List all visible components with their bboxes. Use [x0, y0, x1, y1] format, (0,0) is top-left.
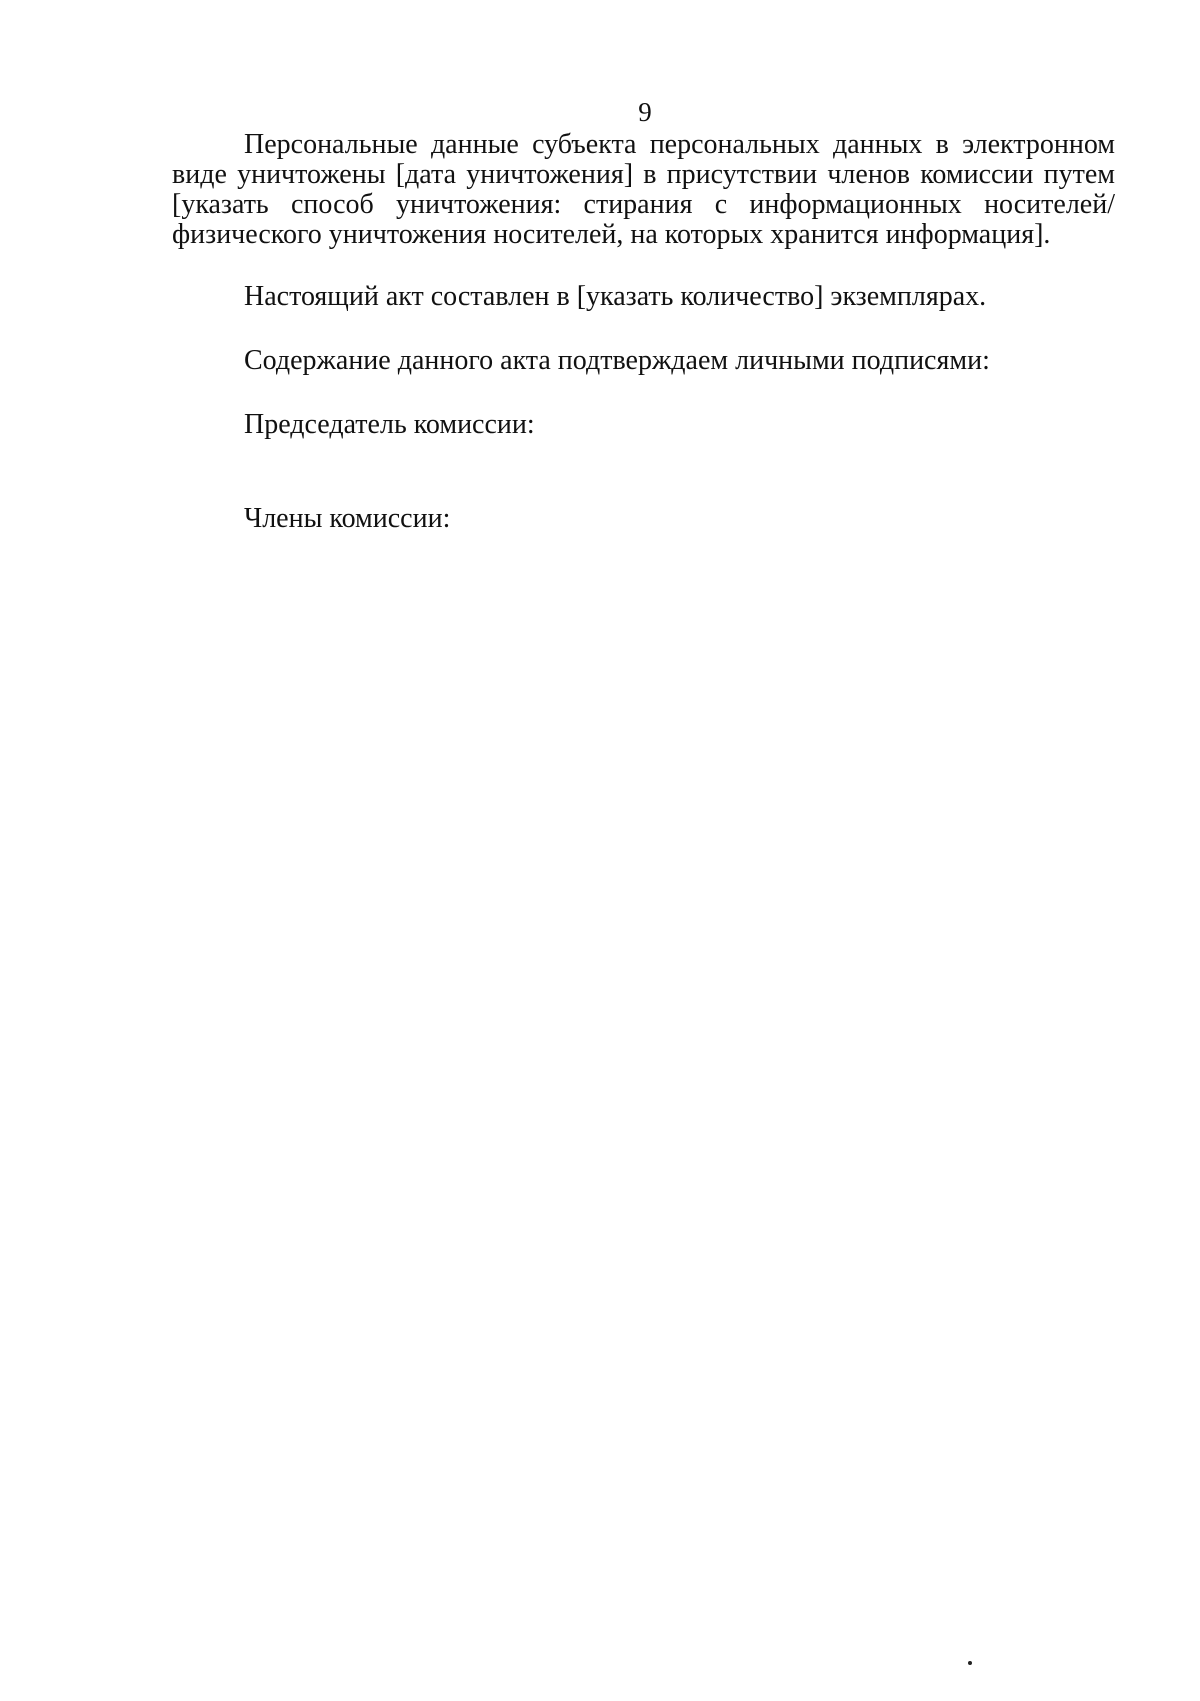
- document-body: [172, 130, 1115, 534]
- confirmation-paragraph: Содержание данного акта подтверждаем личными подписями:: [244, 345, 990, 376]
- copies-paragraph: Настоящий акт составлен в [указать количество] экземплярах.: [244, 281, 987, 312]
- destruction-paragraph: Персональные данные субъекта персональных данных в электронном виде уничтожены [дата уничтожения] в присутствии членов комиссии путем [указать способ уничтожения: стирания с информационных носителей/физического уничтожения носителей, на которых хранится информация].: [172, 129, 1115, 250]
- members-label: Члены комиссии:: [244, 503, 451, 534]
- chairman-label: Председатель комиссии:: [244, 409, 535, 440]
- page-number: 9: [638, 97, 652, 127]
- scan-speck: [968, 1661, 972, 1665]
